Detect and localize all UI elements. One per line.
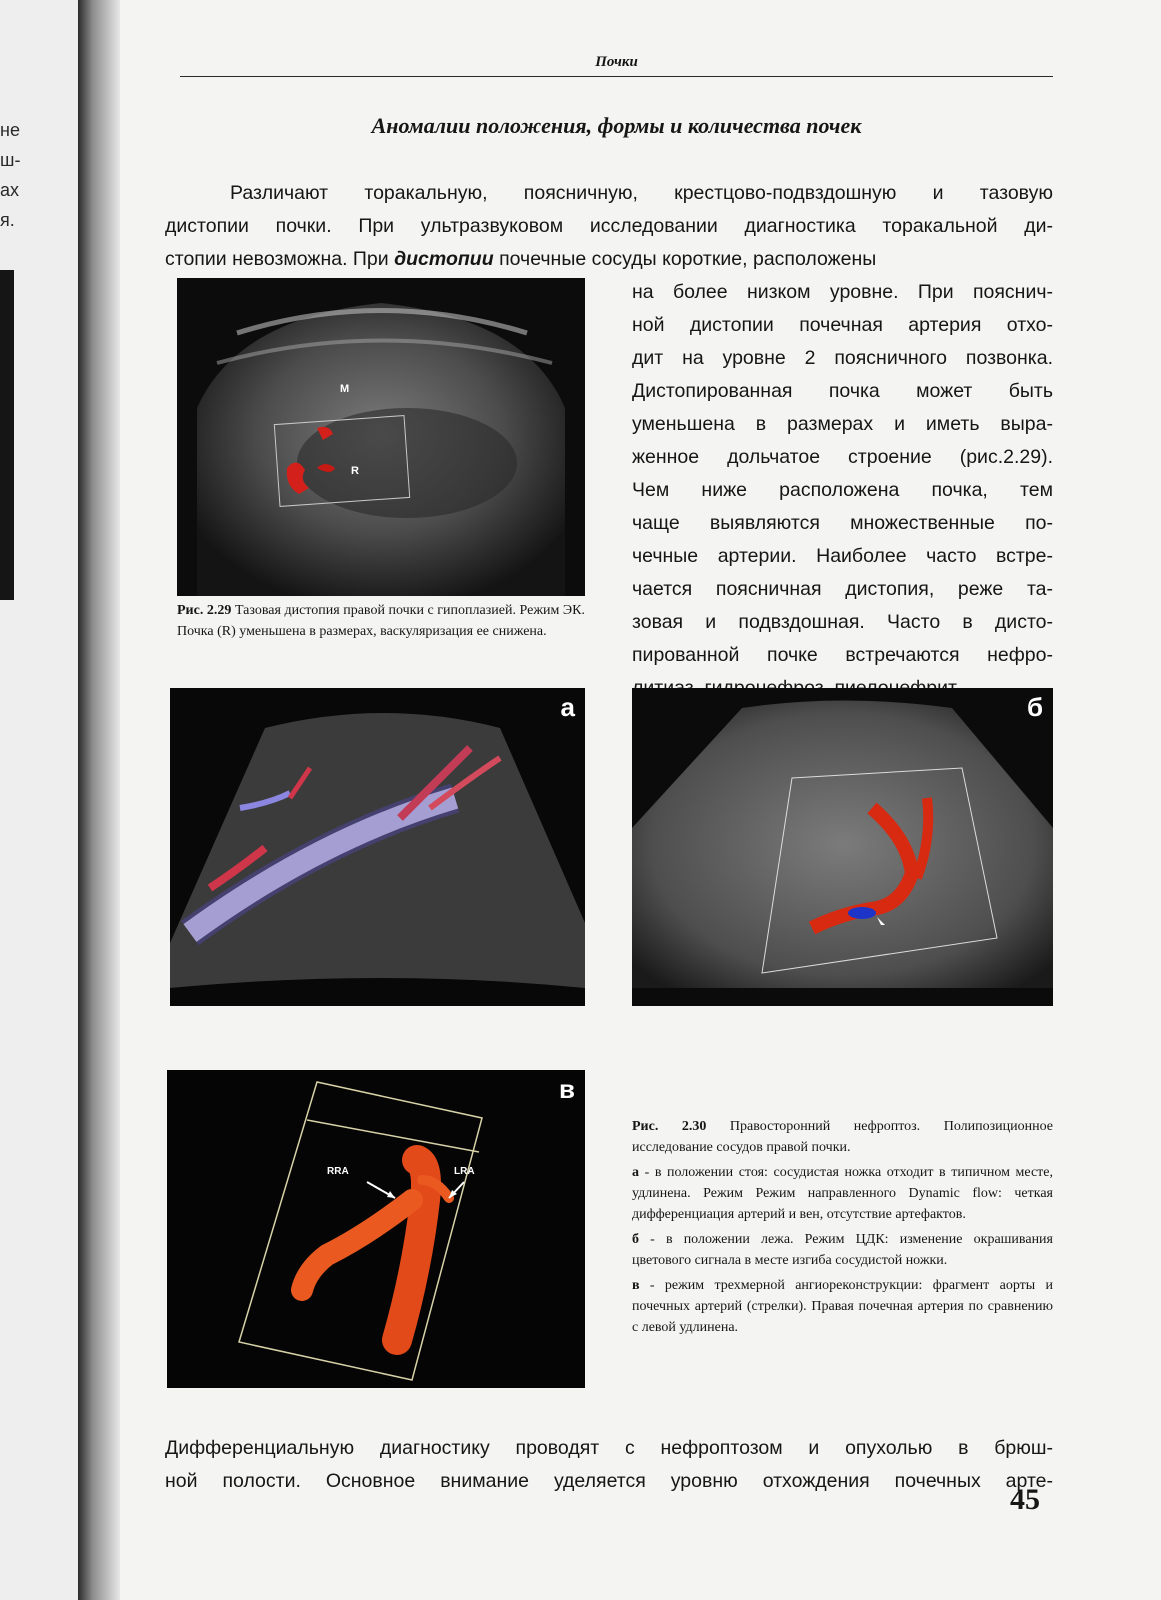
page-number: 45 [1010, 1483, 1040, 1516]
paragraph-line: Различают торакальную, поясничную, крестцово-подвздошную и тазовую [230, 182, 1053, 204]
bottom-paragraph [165, 1432, 1053, 1498]
paragraph-line: ной полости. Основное внимание уделяется уровню отхождения почечных арте- [165, 1470, 1053, 1492]
caption-item-letter: а [632, 1165, 639, 1180]
figure-caption-2-29 [177, 600, 585, 646]
paragraph-line: дит на уровне 2 поясничного позвонка. [632, 347, 1053, 369]
paragraph-line: Чем ниже расположена почка, тем [632, 479, 1053, 501]
caption-item-letter: в [632, 1278, 640, 1293]
facing-page-fragment [0, 0, 78, 1600]
caption-text: Правосторонний нефроптоз. Полипозиционное исследование сосудов правой почки. [632, 1119, 1053, 1155]
paragraph-line: пированной почке встречаются нефро- [632, 644, 1053, 666]
label-rra: RRA [327, 1166, 349, 1177]
caption-item-text: - режим трехмерной ангиореконструкции: фрагмент аорты и почечных артерий (стрелки). Правая почечная артерия по сравнению с левой удлинена. [632, 1278, 1054, 1335]
caption-text: Тазовая дистопия правой почки с гипоплазией. Режим ЭК. Почка (R) уменьшена в размерах, васкуляризация ее снижена. [177, 603, 585, 639]
paragraph-line: дистопии почки. При ультразвуковом исследовании диагностика торакальной ди- [165, 215, 1053, 237]
figure-letter-v: в [559, 1074, 575, 1104]
caption-number: Рис. 2.30 [632, 1119, 707, 1134]
caption-item-text: - в положении лежа. Режим ЦДК: изменение окрашивания цветового сигнала в месте изгиба сосудистой ножки. [632, 1232, 1053, 1268]
caption-paragraph [632, 1116, 1053, 1158]
facing-page-text: я. [0, 210, 15, 230]
paragraph-line: чается поясничная дистопия, реже та- [632, 578, 1053, 600]
caption-paragraph [177, 600, 585, 642]
figure-letter-a: а [560, 692, 575, 722]
running-head: Почки [595, 54, 638, 70]
caption-item-b [632, 1229, 1053, 1271]
paragraph-line: чечные артерии. Наиболее часто встре- [632, 545, 1053, 567]
angio-image-fig-2-30v [167, 1070, 585, 1388]
ultrasound-image-fig-2-30a [170, 688, 585, 1006]
emphasis-term: дистопии [394, 248, 494, 270]
book-gutter [78, 0, 120, 1600]
caption-number: Рис. 2.29 [177, 603, 232, 618]
label-lra: LRA [454, 1166, 475, 1177]
ultrasound-image-fig-2-29 [177, 278, 585, 596]
caption-item-a [632, 1162, 1053, 1225]
paragraph-line: зовая и подвздошная. Часто в дисто- [632, 611, 1053, 633]
facing-page-text: не [0, 120, 20, 140]
facing-page-image-edge [0, 270, 14, 600]
image-label-r: R [351, 465, 359, 477]
paragraph-line: уменьшена в размерах и иметь выра- [632, 413, 1053, 435]
header-rule [180, 76, 1053, 77]
ultrasound-image-fig-2-30b [632, 688, 1053, 1006]
side-paragraph [632, 276, 1053, 705]
paragraph-line [165, 243, 1053, 276]
caption-item-v [632, 1275, 1053, 1338]
figure-caption-2-30 [632, 1116, 1053, 1342]
section-title: Аномалии положения, формы и количества почек [371, 113, 862, 138]
figure-letter-b: б [1026, 692, 1043, 722]
facing-page-text: ш- [0, 150, 21, 170]
caption-item-text: - в положении стоя: сосудистая ножка отходит в типичном месте, удлинена. Режим Режим направленного Dynamic flow: четкая дифференциация артерий и вен, отсутствие артефактов. [632, 1165, 1053, 1222]
facing-page-text: ах [0, 180, 20, 200]
intro-paragraph [165, 177, 1053, 276]
paragraph-line: Дифференциальную диагностику проводят с нефроптозом и опухолью в брюш- [165, 1437, 1053, 1459]
paragraph-line: чаще выявляются множественные по- [632, 512, 1053, 534]
text-run: стопии невозможна. При [165, 248, 389, 270]
paragraph-line: ной дистопии почечная артерия отхо- [632, 314, 1053, 336]
paragraph-line: на более низком уровне. При пояснич- [632, 281, 1053, 303]
paragraph-line: Дистопированная почка может быть [632, 380, 1053, 402]
image-label-m: M [340, 383, 350, 395]
text-run: почечные сосуды короткие, расположены [499, 248, 877, 270]
paragraph-line: женное дольчатое строение (рис.2.29). [632, 446, 1053, 468]
caption-item-letter: б [632, 1232, 639, 1247]
